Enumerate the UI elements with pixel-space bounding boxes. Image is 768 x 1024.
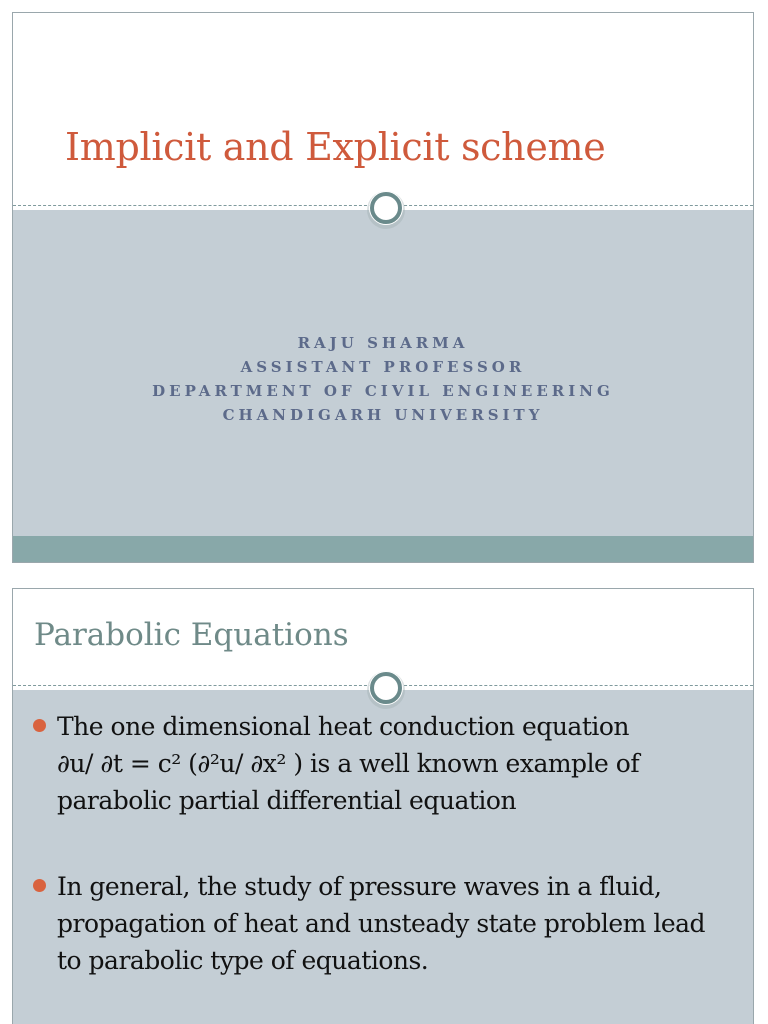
author-info — [13, 331, 753, 427]
content-slide — [12, 588, 754, 1024]
footer-band — [13, 536, 753, 563]
bullet-line: parabolic partial differential equation — [57, 786, 517, 815]
author-department: DEPARTMENT OF CIVIL ENGINEERING — [152, 382, 614, 400]
bullet-line: The one dimensional heat conduction equation — [57, 712, 630, 741]
bullet-line: In general, the study of pressure waves in a fluid, — [57, 872, 662, 901]
bullet-dot-icon — [33, 719, 46, 732]
bullet-dot-icon — [33, 879, 46, 892]
bullet-text — [57, 868, 747, 979]
slide-title: Implicit and Explicit scheme — [65, 125, 606, 169]
bullet-text — [57, 708, 747, 819]
bullet-line: to parabolic type of equations. — [57, 946, 429, 975]
slide-title: Parabolic Equations — [34, 617, 349, 653]
author-position: ASSISTANT PROFESSOR — [240, 358, 526, 376]
bullet-line: propagation of heat and unsteady state problem lead — [57, 909, 706, 938]
title-area — [13, 13, 753, 204]
bullet-line: ∂u/ ∂t = c² (∂²u/ ∂x² ) is a well known example of — [57, 749, 640, 778]
ring-ornament-icon — [363, 666, 409, 712]
title-slide — [12, 12, 754, 563]
ring-ornament-icon — [363, 186, 409, 232]
author-name: RAJU SHARMA — [297, 334, 469, 352]
author-university: CHANDIGARH UNIVERSITY — [222, 406, 544, 424]
